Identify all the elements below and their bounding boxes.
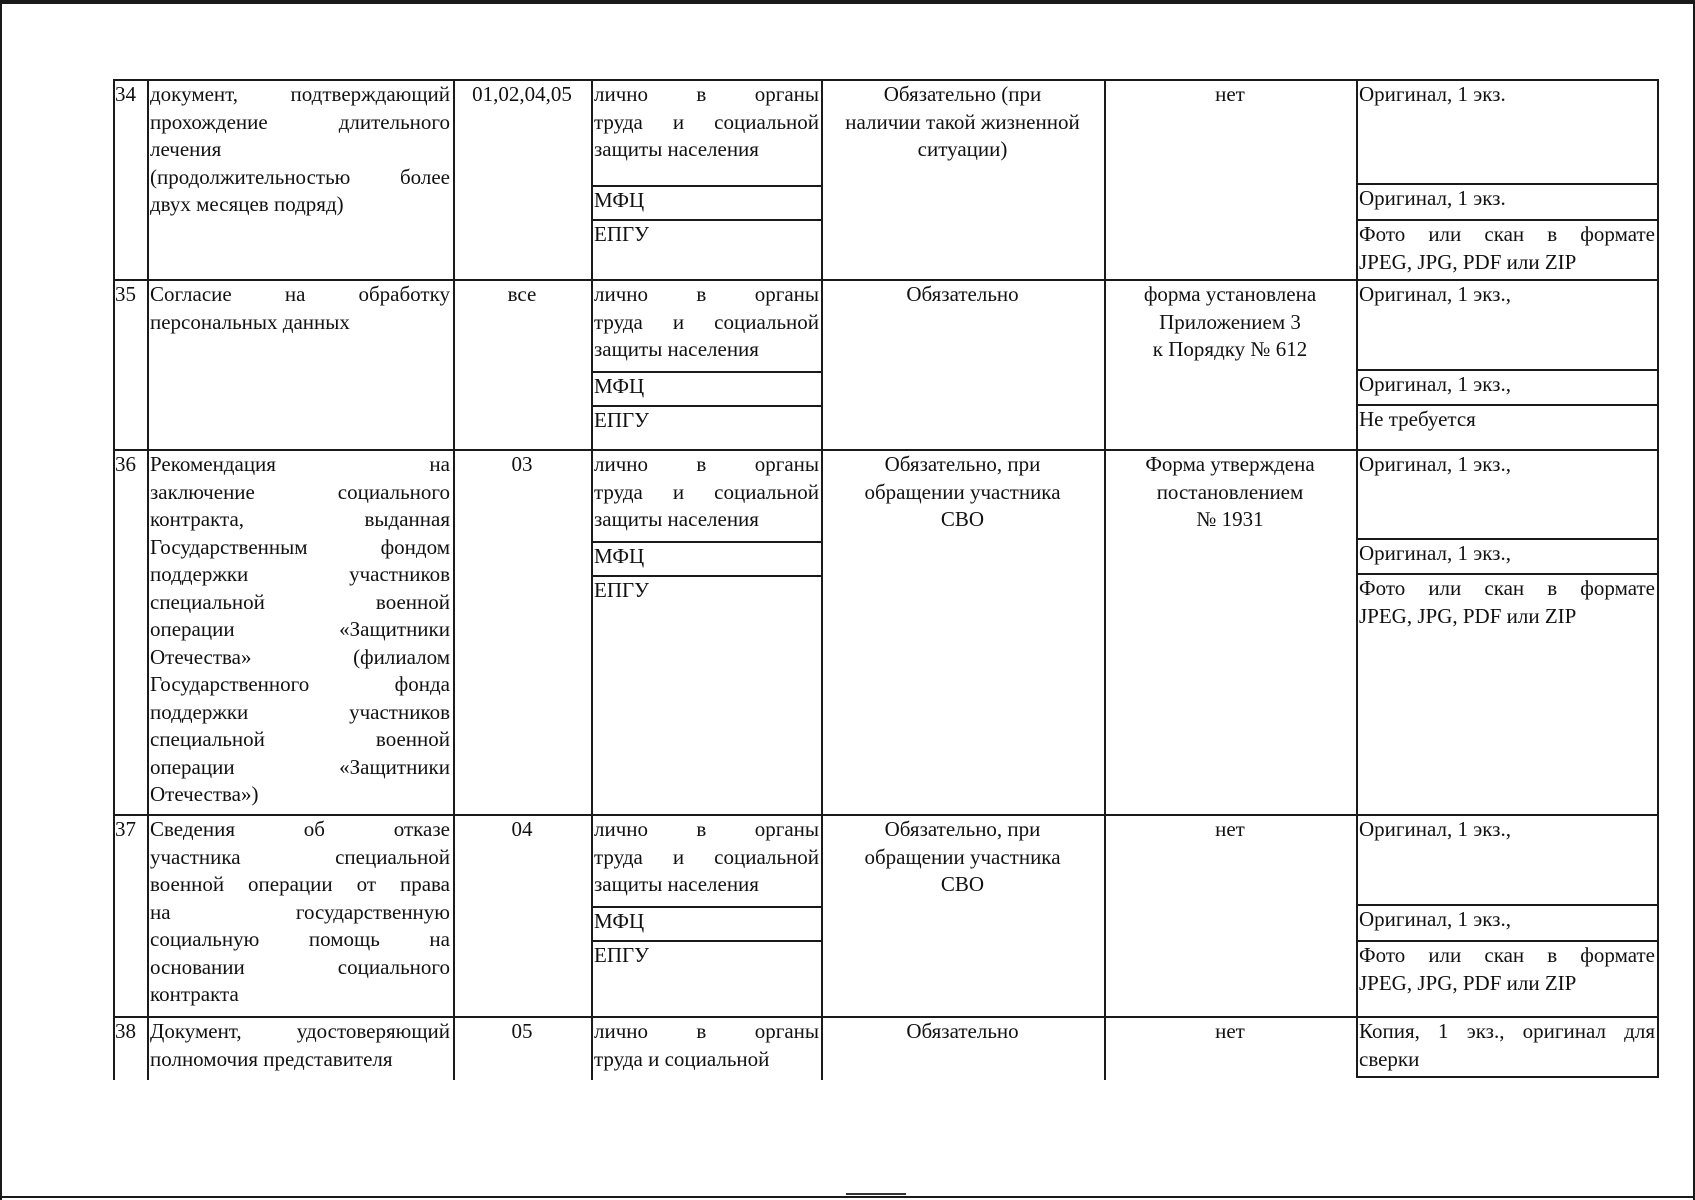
copy-requirement bbox=[1359, 281, 1655, 309]
document-name-line: операции «Защитники bbox=[150, 617, 450, 641]
document-name-line: контракта, выданная bbox=[150, 507, 450, 531]
requirement-line: СВО bbox=[940, 872, 985, 896]
copy-requirement-line: Оригинал, 1 экз., bbox=[1359, 817, 1511, 841]
category-codes-line: 05 bbox=[511, 1019, 533, 1043]
document-name-line: Согласие на обработку bbox=[150, 282, 450, 306]
requirement-line: обращении участника bbox=[864, 479, 1061, 504]
document-name-line: полномочия представителя bbox=[150, 1046, 393, 1071]
copy-requirement bbox=[1359, 81, 1655, 109]
document-name-line: Отечества») bbox=[150, 782, 259, 806]
row-number-line: 34 bbox=[115, 82, 136, 106]
copy-requirement-line: Оригинал, 1 экз., bbox=[1359, 907, 1511, 931]
submission-channel-line: ЕПГУ bbox=[594, 408, 650, 432]
column-rule bbox=[1356, 79, 1358, 279]
copy-requirement bbox=[1359, 1018, 1655, 1073]
submission-channel bbox=[594, 81, 819, 164]
column-rule bbox=[1657, 279, 1659, 449]
copy-requirement bbox=[1359, 451, 1655, 479]
requirement-line: Обязательно bbox=[906, 282, 1019, 306]
copy-requirement bbox=[1359, 221, 1655, 276]
copy-requirement-line: JPEG, JPG, PDF или ZIP bbox=[1359, 249, 1577, 274]
document-name-line: на государственную bbox=[150, 899, 450, 924]
copy-rule bbox=[1356, 1076, 1659, 1078]
document-name-line: контракта bbox=[150, 982, 239, 1006]
document-name-line: военной операции от права bbox=[150, 872, 450, 896]
column-rule bbox=[1356, 279, 1358, 449]
document-name-line: заключение социального bbox=[150, 479, 450, 504]
requirement bbox=[823, 81, 1102, 164]
category-codes bbox=[455, 816, 589, 844]
submission-channel-line: МФЦ bbox=[594, 909, 645, 933]
document-name-line: поддержки участников bbox=[150, 562, 450, 586]
column-rule bbox=[1104, 814, 1106, 1016]
requirement-line: Обязательно, при bbox=[884, 452, 1041, 476]
category-codes-line: 01,02,04,05 bbox=[472, 82, 572, 106]
submission-channel bbox=[594, 451, 819, 534]
document-name-line: лечения bbox=[150, 137, 222, 161]
form-reference-line: постановлением bbox=[1156, 479, 1304, 504]
requirement-line: наличии такой жизненной bbox=[845, 109, 1080, 134]
document-name-line: участника специальной bbox=[150, 844, 450, 869]
category-codes-line: 04 bbox=[511, 817, 533, 841]
document-name-line: двух месяцев подряд) bbox=[150, 192, 344, 216]
form-reference-line: нет bbox=[1215, 82, 1245, 106]
copy-requirement bbox=[1359, 575, 1655, 630]
row-number bbox=[115, 281, 147, 309]
submission-channel-line: ЕПГУ bbox=[594, 943, 650, 967]
category-codes-line: все bbox=[507, 282, 537, 306]
row-number bbox=[115, 1018, 147, 1046]
document-name-line: (продолжительностью более bbox=[150, 164, 450, 189]
submission-channel-line: МФЦ bbox=[594, 544, 645, 568]
document-name-line: Государственным фондом bbox=[150, 534, 450, 559]
document-name-line: Отечества» (филиалом bbox=[150, 644, 450, 669]
column-rule bbox=[1104, 79, 1106, 279]
submission-channel-line: труда и социальной bbox=[594, 1046, 770, 1071]
row-number-line: 36 bbox=[115, 452, 136, 476]
copy-requirement bbox=[1359, 942, 1655, 997]
column-rule bbox=[1657, 449, 1659, 814]
copy-requirement-line: Оригинал, 1 экз., bbox=[1359, 541, 1511, 565]
submission-channel bbox=[594, 281, 819, 364]
submission-channel-line: защиты населения bbox=[594, 337, 759, 361]
column-rule bbox=[113, 449, 115, 814]
submission-channel bbox=[594, 373, 819, 401]
requirement-line: Обязательно bbox=[906, 1019, 1019, 1043]
submission-channel bbox=[594, 816, 819, 899]
form-reference-line: № 1931 bbox=[1196, 507, 1264, 531]
column-rule bbox=[1356, 449, 1358, 814]
submission-channel-line: лично в органы bbox=[594, 282, 819, 306]
column-rule bbox=[591, 1016, 593, 1080]
category-codes bbox=[455, 81, 589, 109]
form-reference-line: Форма утверждена bbox=[1145, 452, 1315, 476]
row-number-line: 35 bbox=[115, 282, 136, 306]
document-name-line: Документ, удостоверяющий bbox=[150, 1019, 450, 1043]
row-number bbox=[115, 81, 147, 109]
category-codes bbox=[455, 451, 589, 479]
column-rule bbox=[591, 79, 593, 279]
document-name-line: операции «Защитники bbox=[150, 754, 450, 779]
submission-channel-line: защиты населения bbox=[594, 507, 759, 531]
category-codes bbox=[455, 281, 589, 309]
form-reference bbox=[1106, 816, 1354, 844]
copy-requirement-line: JPEG, JPG, PDF или ZIP bbox=[1359, 603, 1577, 628]
category-codes bbox=[455, 1018, 589, 1046]
copy-requirement bbox=[1359, 371, 1655, 399]
column-rule bbox=[147, 279, 149, 449]
row-number bbox=[115, 451, 147, 479]
copy-requirement-line: Оригинал, 1 экз., bbox=[1359, 452, 1511, 476]
form-reference-line: Приложением 3 bbox=[1159, 309, 1301, 334]
submission-channel-line: труда и социальной bbox=[594, 109, 819, 134]
document-name-line: персональных данных bbox=[150, 309, 350, 334]
requirement-line: Обязательно, при bbox=[884, 817, 1041, 841]
form-reference-line: нет bbox=[1215, 1019, 1245, 1043]
row-number-line: 38 bbox=[115, 1019, 136, 1043]
document-name bbox=[150, 1018, 450, 1073]
submission-channel-line: МФЦ bbox=[594, 374, 645, 398]
submission-channel-line: защиты населения bbox=[594, 137, 759, 161]
submission-channel-line: труда и социальной bbox=[594, 309, 819, 334]
document-name-line: прохождение длительного bbox=[150, 109, 450, 134]
submission-channel-line: труда и социальной bbox=[594, 844, 819, 869]
column-rule bbox=[453, 814, 455, 1016]
copy-requirement-line: Оригинал, 1 экз. bbox=[1359, 186, 1506, 210]
copy-requirement-line: Фото или скан в формате bbox=[1359, 943, 1655, 967]
document-name bbox=[150, 451, 450, 809]
column-rule bbox=[113, 79, 115, 279]
copy-requirement bbox=[1359, 906, 1655, 934]
requirement bbox=[823, 816, 1102, 899]
submission-channel-line: защиты населения bbox=[594, 872, 759, 896]
copy-requirement-line: Оригинал, 1 экз. bbox=[1359, 82, 1506, 106]
form-reference bbox=[1106, 281, 1354, 364]
column-rule bbox=[1356, 814, 1358, 1016]
requirement-line: Обязательно (при bbox=[883, 82, 1042, 106]
document-name-line: Сведения об отказе bbox=[150, 817, 450, 841]
document-name-line: Рекомендация на bbox=[150, 452, 450, 476]
submission-channel-line: труда и социальной bbox=[594, 479, 819, 504]
requirement-line: обращении участника bbox=[864, 844, 1061, 869]
column-rule bbox=[147, 814, 149, 1016]
submission-channel-line: МФЦ bbox=[594, 188, 645, 212]
document-name-line: основании социального bbox=[150, 954, 450, 979]
column-rule bbox=[147, 1016, 149, 1080]
requirement bbox=[823, 451, 1102, 534]
submission-channel-line: ЕПГУ bbox=[594, 222, 650, 246]
submission-channel bbox=[594, 221, 819, 249]
document-name-line: специальной военной bbox=[150, 589, 450, 614]
submission-channel bbox=[594, 908, 819, 936]
category-codes-line: 03 bbox=[511, 452, 533, 476]
submission-channel-line: ЕПГУ bbox=[594, 578, 650, 602]
form-reference bbox=[1106, 1018, 1354, 1046]
copy-requirement-line: Оригинал, 1 экз., bbox=[1359, 372, 1511, 396]
form-reference-line: нет bbox=[1215, 817, 1245, 841]
row-number-line: 37 bbox=[115, 817, 136, 841]
column-rule bbox=[147, 79, 149, 279]
submission-channel bbox=[594, 577, 819, 605]
copy-requirement bbox=[1359, 540, 1655, 568]
submission-channel-line: лично в органы bbox=[594, 82, 819, 106]
document-name-line: специальной военной bbox=[150, 727, 450, 751]
copy-requirement-line: Не требуется bbox=[1359, 407, 1476, 431]
copy-requirement-line: Фото или скан в формате bbox=[1359, 576, 1655, 600]
document-name-line: поддержки участников bbox=[150, 699, 450, 724]
copy-requirement-line: Оригинал, 1 экз., bbox=[1359, 282, 1511, 306]
column-rule bbox=[113, 814, 115, 1016]
row-number bbox=[115, 816, 147, 844]
submission-channel bbox=[594, 942, 819, 970]
document-name bbox=[150, 81, 450, 219]
form-reference bbox=[1106, 451, 1354, 534]
requirement bbox=[823, 281, 1102, 309]
document-name bbox=[150, 816, 450, 1009]
column-rule bbox=[591, 814, 593, 1016]
copy-requirement-line: Фото или скан в формате bbox=[1359, 222, 1655, 246]
copy-requirement-line: сверки bbox=[1359, 1046, 1420, 1071]
copy-requirement bbox=[1359, 816, 1655, 844]
requirement bbox=[823, 1018, 1102, 1046]
submission-channel bbox=[594, 407, 819, 435]
form-reference-line: форма установлена bbox=[1143, 282, 1317, 306]
submission-channel bbox=[594, 1018, 819, 1073]
column-rule bbox=[453, 449, 455, 814]
submission-channel-line: лично в органы bbox=[594, 817, 819, 841]
document-name-line: социальную помощь на bbox=[150, 927, 450, 951]
submission-channel-line: лично в органы bbox=[594, 452, 819, 476]
copy-requirement-line: JPEG, JPG, PDF или ZIP bbox=[1359, 970, 1577, 995]
submission-channel bbox=[594, 543, 819, 571]
document-name-line: документ, подтверждающий bbox=[150, 82, 450, 106]
column-rule bbox=[1657, 1016, 1659, 1076]
column-rule bbox=[591, 279, 593, 449]
form-reference bbox=[1106, 81, 1354, 109]
submission-channel-line: лично в органы bbox=[594, 1019, 819, 1043]
requirement-line: ситуации) bbox=[917, 137, 1008, 161]
copy-requirement bbox=[1359, 406, 1655, 434]
column-rule bbox=[147, 449, 149, 814]
column-rule bbox=[453, 79, 455, 279]
requirement-line: СВО bbox=[940, 507, 985, 531]
form-reference-line: к Порядку № 612 bbox=[1152, 337, 1308, 361]
copy-requirement bbox=[1359, 185, 1655, 213]
column-rule bbox=[1657, 79, 1659, 279]
column-rule bbox=[591, 449, 593, 814]
column-rule bbox=[1657, 814, 1659, 1016]
document-name-line: Государственного фонда bbox=[150, 672, 450, 696]
document-name bbox=[150, 281, 450, 336]
column-rule bbox=[1356, 1016, 1358, 1076]
copy-requirement-line: Копия, 1 экз., оригинал для bbox=[1359, 1019, 1655, 1043]
submission-channel bbox=[594, 187, 819, 215]
